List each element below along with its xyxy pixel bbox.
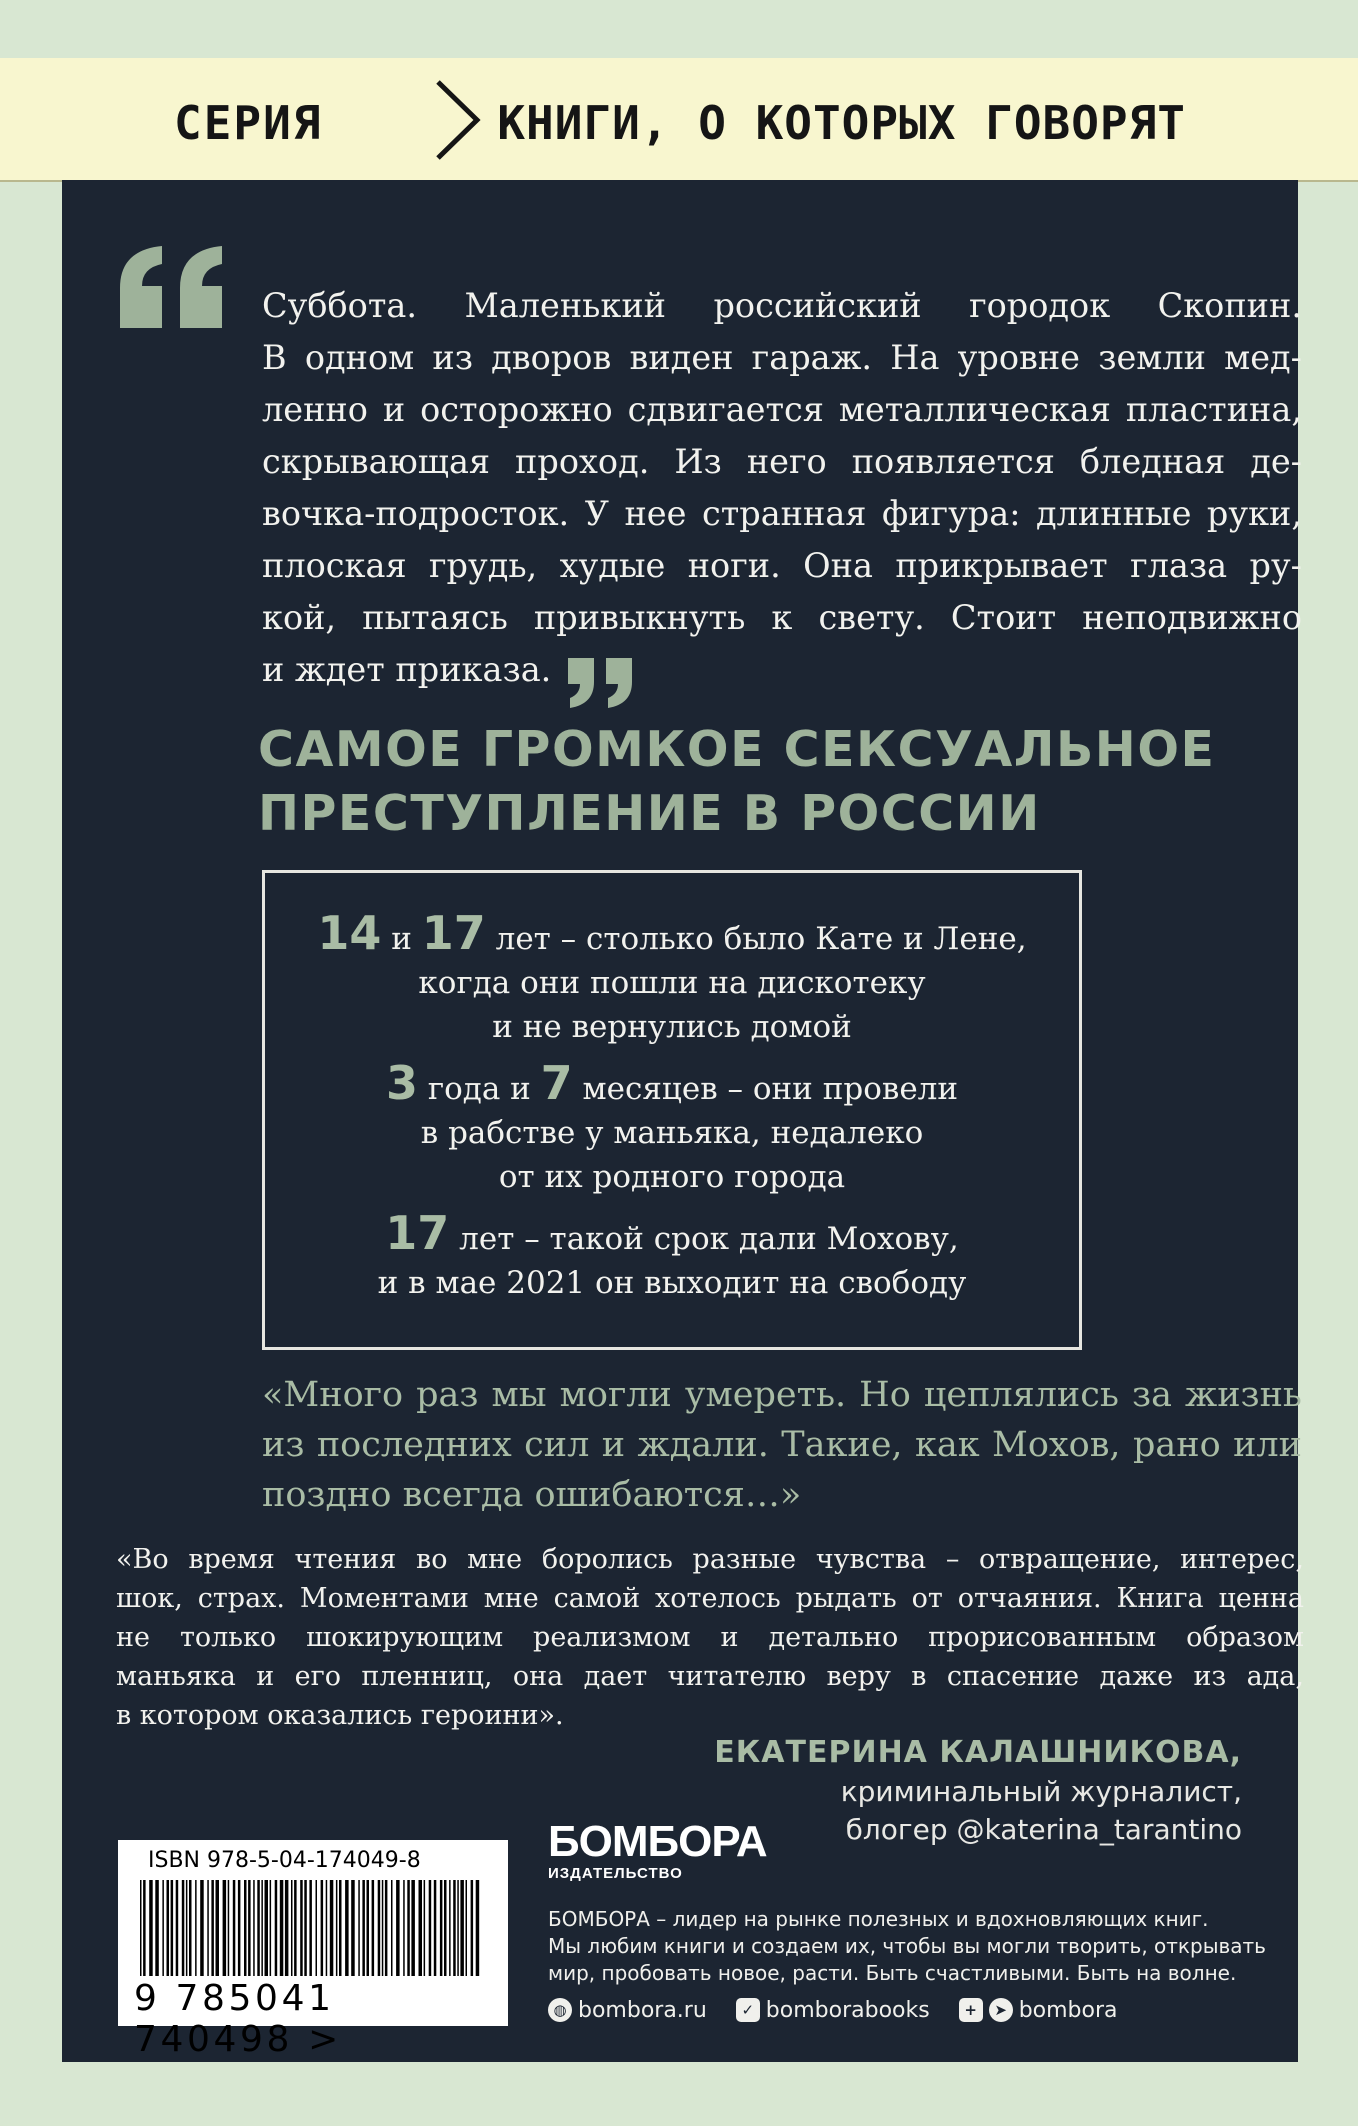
barcode-bar [300,1880,303,1976]
barcode-bar [457,1880,459,1976]
barcode-bar [223,1880,227,1976]
barcode-bar [424,1880,426,1976]
barcode-bar [182,1880,185,1976]
desc-line: Мы любим книги и создаем их, чтобы вы могли творить, открывать [548,1934,1266,1958]
barcode-bar [257,1880,260,1976]
barcode-bar [149,1880,153,1976]
barcode-bar [143,1880,146,1976]
review-line: шок, страх. Моментами мне самой хотелось рыдать от отчаяния. Книга ценна [116,1583,1304,1614]
barcode-bar [339,1880,342,1976]
vk-link[interactable]: ✓ bomborabooks [736,1998,930,2023]
barcode-bar [233,1880,236,1976]
desc-line: БОМБОРА – лидер на рынке полезных и вдохновляющих книг. [548,1907,1209,1931]
barcode-bar [345,1880,349,1976]
series-band [0,58,1358,182]
headline-line: САМОЕ ГРОМКОЕ СЕКСУАЛЬНОЕ [258,721,1216,778]
headline [258,718,1268,846]
barcode-digits: 9 785041 740498 > [134,1978,342,2060]
survivor-quote [262,1370,1302,1520]
messenger-link[interactable]: + ➤ bombora [959,1998,1118,2023]
fact-item: 14 и 17 лет – столько было Кате и Лене, когда они пошли на дискотеку и не вернулись домой [317,906,1027,1045]
barcode-bar [171,1880,174,1976]
excerpt-line: В одном из дворов виден гараж. На уровне земли мед- [262,338,1302,377]
barcode-bar [358,1880,360,1976]
barcode-bar [326,1880,328,1976]
barcode-bar [244,1880,247,1976]
back-cover-panel [62,180,1304,2062]
barcode-bar [216,1880,220,1976]
logo-subtitle: ИЗДАТЕЛЬСТВО [548,1865,683,1882]
barcode-bar [362,1880,365,1976]
fact-number: 17 [385,1206,450,1260]
fact-number: 3 [385,1056,418,1110]
reviewer-role: криминальный журналист, [840,1775,1242,1808]
isbn-number: ISBN 978-5-04-174049-8 [148,1848,421,1873]
vk-icon: ✓ [736,1998,760,2022]
review-line: маньяка и его пленниц, она дает читателю веру в спасение даже из ада, [116,1661,1304,1692]
barcode-bar [280,1880,284,1976]
barcode-bar [265,1880,269,1976]
barcode-bar [476,1880,480,1976]
barcode-bar [162,1880,164,1976]
reviewer-credit [714,1733,1242,1849]
review-line: в котором оказались героини». [116,1700,564,1731]
series-label: СЕРИЯ [174,96,323,150]
barcode-bar [270,1880,272,1976]
social-links [548,1996,1140,2026]
facts-box [262,870,1082,1350]
excerpt-line: плоская грудь, худые ноги. Она прикрывает глаза ру- [262,546,1302,585]
logo-wordmark: БОМБОРА [548,1817,767,1866]
excerpt-line: скрывающая проход. Из него появляется бледная де- [262,442,1302,481]
barcode-bar [453,1880,456,1976]
excerpt-line: вочка-подросток. У нее странная фигура: длинные руки, [262,494,1302,533]
excerpt-line: ленно и осторожно сдвигается металлическая пластина, [262,390,1302,429]
barcode-bar [228,1880,230,1976]
barcode-bar [434,1880,437,1976]
quote-line: из последних сил и ждали. Такие, как Мохов, рано или [262,1425,1302,1465]
review-line: «Во время чтения во мне боролись разные чувства – отвращение, интерес, [116,1544,1304,1575]
barcode-bar [440,1880,443,1976]
barcode-bar [189,1880,192,1976]
excerpt-line: Суббота. Маленький российский городок Скопин. [262,286,1302,325]
excerpt-line: кой, пытаясь привыкнуть к свету. Стоит неподвижно [262,598,1302,637]
barcode-bar [176,1880,179,1976]
barcode-bar [186,1880,188,1976]
barcode-bar [466,1880,468,1976]
barcode-bar [253,1880,255,1976]
publisher-logo [548,1818,767,1882]
fact-number: 14 [317,906,382,960]
review-line: не только шокирующим реализмом и детально прорисованным образом [116,1622,1304,1653]
excerpt-line: и ждет приказа. [262,650,552,689]
barcode-bar [411,1880,415,1976]
series-title: КНИГИ, О КОТОРЫХ ГОВОРЯТ [497,96,1186,150]
barcode-bar [391,1880,393,1976]
barcode-bar [248,1880,251,1976]
barcode-bar [294,1880,297,1976]
barcode-bar [372,1880,375,1976]
barcode-bar [207,1880,209,1976]
barcode-bar [167,1880,170,1976]
publisher-description [548,1906,1266,1987]
barcode-bar [382,1880,384,1976]
barcode-bar [460,1880,464,1976]
website-link[interactable]: ◍ bombora.ru [548,1998,707,2023]
barcode-bar [285,1880,289,1976]
close-quote-icon [568,658,636,708]
barcode-bar [449,1880,451,1976]
barcode-bar [155,1880,159,1976]
globe-icon: ◍ [548,1998,572,2022]
barcode-bar [444,1880,447,1976]
chevron-right-icon [433,78,483,162]
headline-line: ПРЕСТУПЛЕНИЕ В РОССИИ [258,785,1041,842]
barcode-bar [471,1880,474,1976]
barcode-bar [200,1880,204,1976]
barcode-bar [378,1880,381,1976]
fact-item: 17 лет – такой срок дали Мохову, и в мае 2021 он выходит на свободу [377,1206,967,1301]
barcode-bar [238,1880,241,1976]
isbn-barcode [118,1840,508,2060]
fact-number: 17 [421,906,486,960]
fact-item: 3 года и 7 месяцев – они провели в рабстве у маньяка, недалеко от их родного города [385,1056,959,1195]
barcode-bar [351,1880,355,1976]
barcode-bar [309,1880,312,1976]
quote-line: поздно всегда ошибаются…» [262,1475,802,1515]
barcode-bar [261,1880,263,1976]
barcode-bar [396,1880,400,1976]
reviewer-blog: блогер @katerina_tarantino [845,1813,1242,1846]
barcode-bar [419,1880,423,1976]
barcode-bar [291,1880,293,1976]
reviewer-name: ЕКАТЕРИНА КАЛАШНИКОВА, [714,1735,1242,1770]
telegram-icon: ➤ [989,1998,1013,2022]
barcode-bar [367,1880,370,1976]
book-excerpt [262,280,1302,696]
barcode-bar [140,1880,142,1976]
desc-line: мир, пробовать новое, расти. Быть счастливыми. Быть на волне. [548,1961,1237,1985]
barcode-bar [304,1880,307,1976]
barcode-bar [211,1880,214,1976]
barcode-bar [330,1880,334,1976]
open-quote-icon [116,244,228,328]
barcode-bar [321,1880,324,1976]
barcode-bar [385,1880,388,1976]
barcode-bar [275,1880,278,1976]
barcode-bar [336,1880,338,1976]
barcode-bar [403,1880,405,1976]
fact-number: 7 [540,1056,573,1110]
barcode-bar [195,1880,197,1976]
barcode-bars [138,1880,488,1980]
plus-icon: + [959,1998,983,2022]
quote-line: «Много раз мы могли умереть. Но цеплялись за жизнь [262,1375,1302,1415]
barcode-bar [316,1880,318,1976]
barcode-bar [407,1880,410,1976]
review-text [116,1540,1304,1735]
barcode-bar [429,1880,432,1976]
